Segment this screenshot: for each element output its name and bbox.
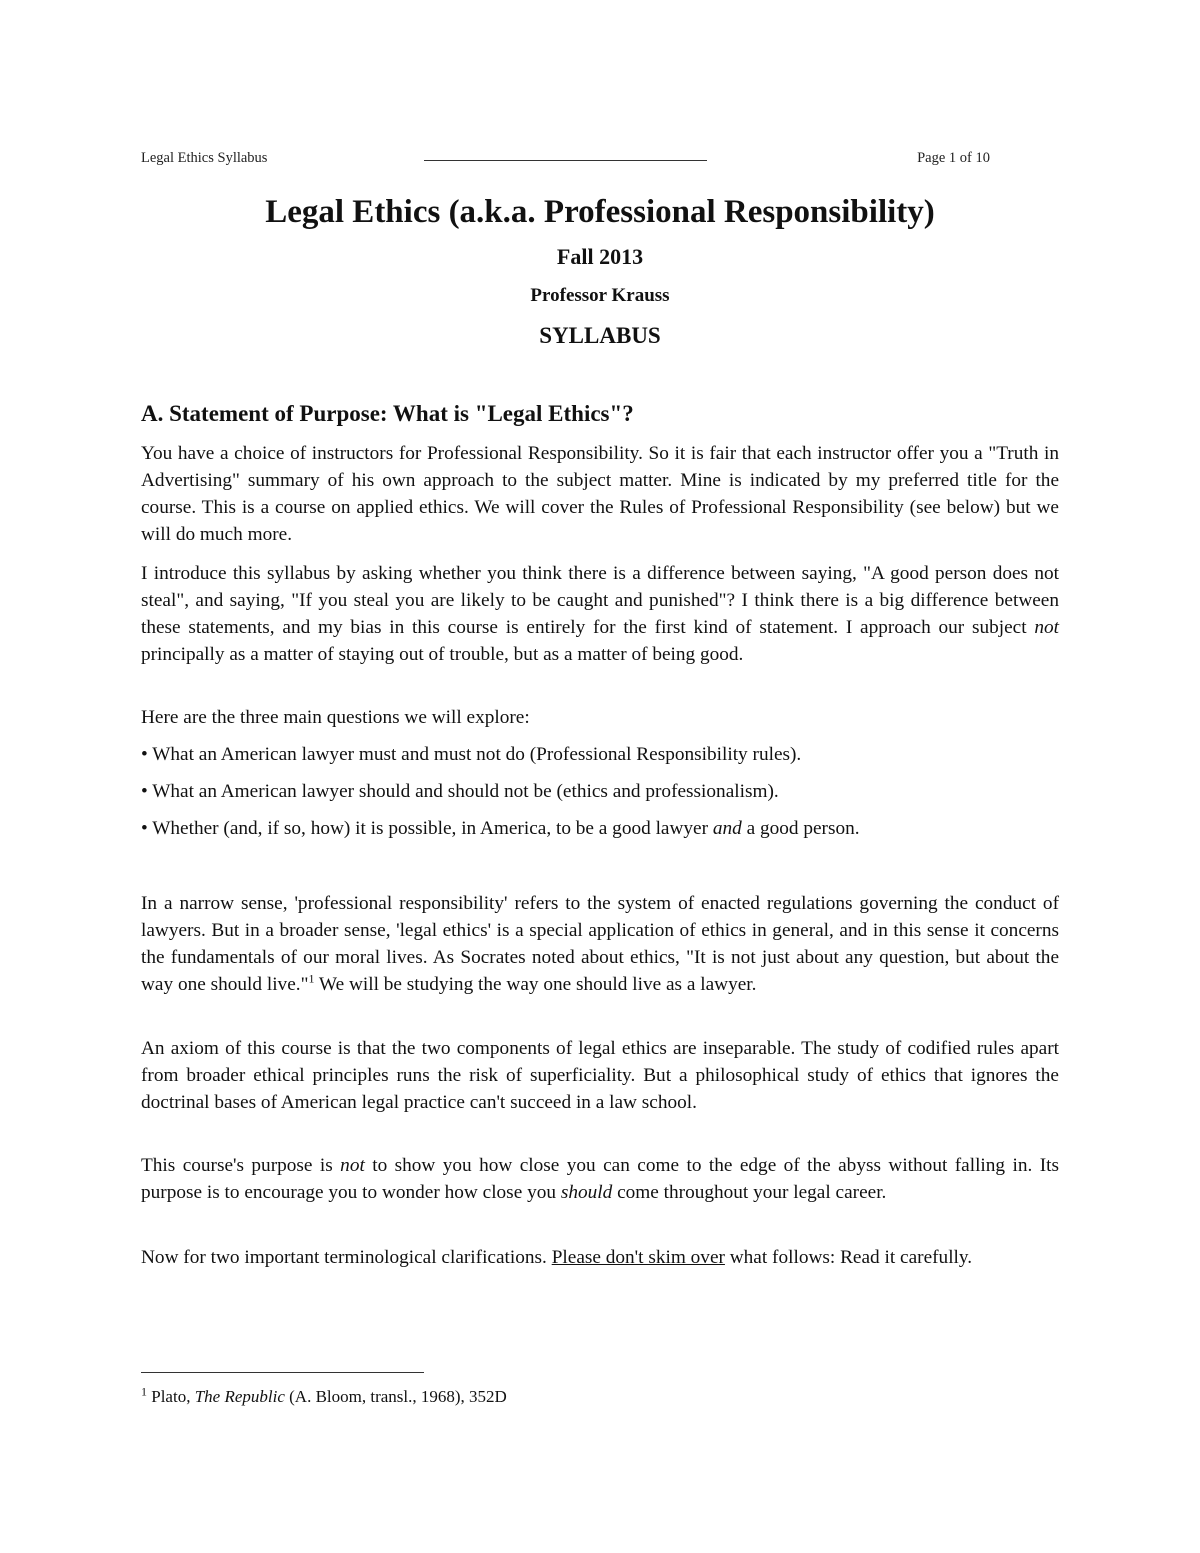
bullet-text: a good person. bbox=[741, 818, 860, 839]
bullet-text: • What an American lawyer should and should not be (ethics and professionalism). bbox=[141, 781, 779, 802]
paragraph-good-person bbox=[141, 560, 1059, 668]
footnote-text: (A. Bloom, transl., 1968), 352D bbox=[284, 1387, 507, 1406]
footnote-number: 1 bbox=[141, 1384, 147, 1399]
paragraph-intro bbox=[141, 440, 1059, 548]
running-header bbox=[141, 150, 990, 172]
paragraph-text: An axiom of this course is that the two components of legal ethics are inseparable. The study of codified rules apart from broader ethical principles runs the risk of superficiality. But a philosophical study of ethics that ignores the doctrinal bases of American legal practice can't succeed in a law school. bbox=[141, 1038, 1059, 1113]
document-type: SYLLABUS bbox=[539, 323, 661, 348]
footnote-reference: 1 bbox=[308, 971, 315, 986]
text-run: In a narrow sense, 'professional responsibility' refers to the system of enacted regulations governing the conduct of lawyers. But in a broader sense, 'legal ethics' is a special application of ethics in general, and in this sense it concerns the fundamentals of our moral lives. As Socrates noted about ethics, "It is not just about any question, but about the way one should live." bbox=[141, 893, 1059, 995]
text-run: We will be studying the way one should live as a lawyer. bbox=[314, 974, 757, 995]
emphasis-text: not bbox=[340, 1155, 365, 1176]
text-run: This course's purpose is bbox=[141, 1155, 341, 1176]
paragraph-text bbox=[141, 890, 1059, 998]
paragraph-clarifications bbox=[141, 1244, 1059, 1271]
term: Fall 2013 bbox=[556, 244, 644, 269]
professor-name: Professor Krauss bbox=[530, 285, 670, 306]
section-a-heading: A. Statement of Purpose: What is "Legal Ethics"? bbox=[141, 401, 634, 426]
paragraph-text bbox=[141, 1152, 1059, 1206]
footnote-text: Plato, bbox=[147, 1387, 195, 1406]
bullet-item bbox=[141, 778, 1059, 805]
footnote-separator bbox=[141, 1372, 424, 1373]
paragraph-axiom bbox=[141, 1035, 1059, 1116]
emphasis-text: should bbox=[560, 1182, 613, 1203]
footnote bbox=[141, 1385, 841, 1409]
footnote-book-title: The Republic bbox=[194, 1387, 285, 1406]
header-doc-name: Legal Ethics Syllabus bbox=[141, 150, 268, 166]
bullet-text: • What an American lawyer must and must not do (Professional Responsibility rules). bbox=[141, 744, 802, 765]
paragraph-questions-intro bbox=[141, 704, 1059, 731]
document-title: Legal Ethics (a.k.a. Professional Responsibility) bbox=[265, 194, 935, 230]
emphasis-text: not bbox=[1034, 617, 1059, 638]
paragraph-text: You have a choice of instructors for Professional Responsibility. So it is fair that each instructor offer you a "Truth in Advertising" summary of his own approach to the subject matter. Mine is indicated by my preferred title for the course. This is a course on applied ethics. We will cover the Rules of Professional Responsibility (see below) but we will do much more. bbox=[141, 443, 1059, 545]
underlined-text: Please don't skim over bbox=[551, 1247, 725, 1268]
text-run: come throughout your legal career. bbox=[612, 1182, 887, 1203]
paragraph-text bbox=[141, 560, 1059, 668]
text-run: what follows: Read it carefully. bbox=[724, 1247, 973, 1268]
header-rule bbox=[424, 160, 707, 161]
text-run: Now for two important terminological clarifications. bbox=[141, 1247, 552, 1268]
text-run: principally as a matter of staying out of trouble, but as a matter of being good. bbox=[141, 644, 744, 665]
paragraph-narrow-sense bbox=[141, 890, 1059, 998]
paragraph-course-purpose bbox=[141, 1152, 1059, 1206]
paragraph-text bbox=[141, 1244, 1059, 1271]
text-run: I introduce this syllabus by asking whether you think there is a difference between saying, "A good person does not steal", and saying, "If you steal you are likely to be caught and punished"? I think there is a big difference between these statements, and my bias in this course is entirely for the first kind of statement. I approach our subject bbox=[141, 563, 1059, 638]
bullet-item bbox=[141, 815, 1059, 842]
paragraph-text: Here are the three main questions we will explore: bbox=[141, 707, 530, 728]
bullet-text: • Whether (and, if so, how) it is possible, in America, to be a good lawyer bbox=[141, 818, 713, 839]
emphasis-text: and bbox=[712, 818, 742, 839]
text-run: to show you how close you can come to the edge of the abyss without falling in. Its purpose is to encourage you to wonder how close you bbox=[141, 1155, 1059, 1203]
bullet-item bbox=[141, 741, 1059, 768]
header-page-number: Page 1 of 10 bbox=[917, 150, 990, 166]
